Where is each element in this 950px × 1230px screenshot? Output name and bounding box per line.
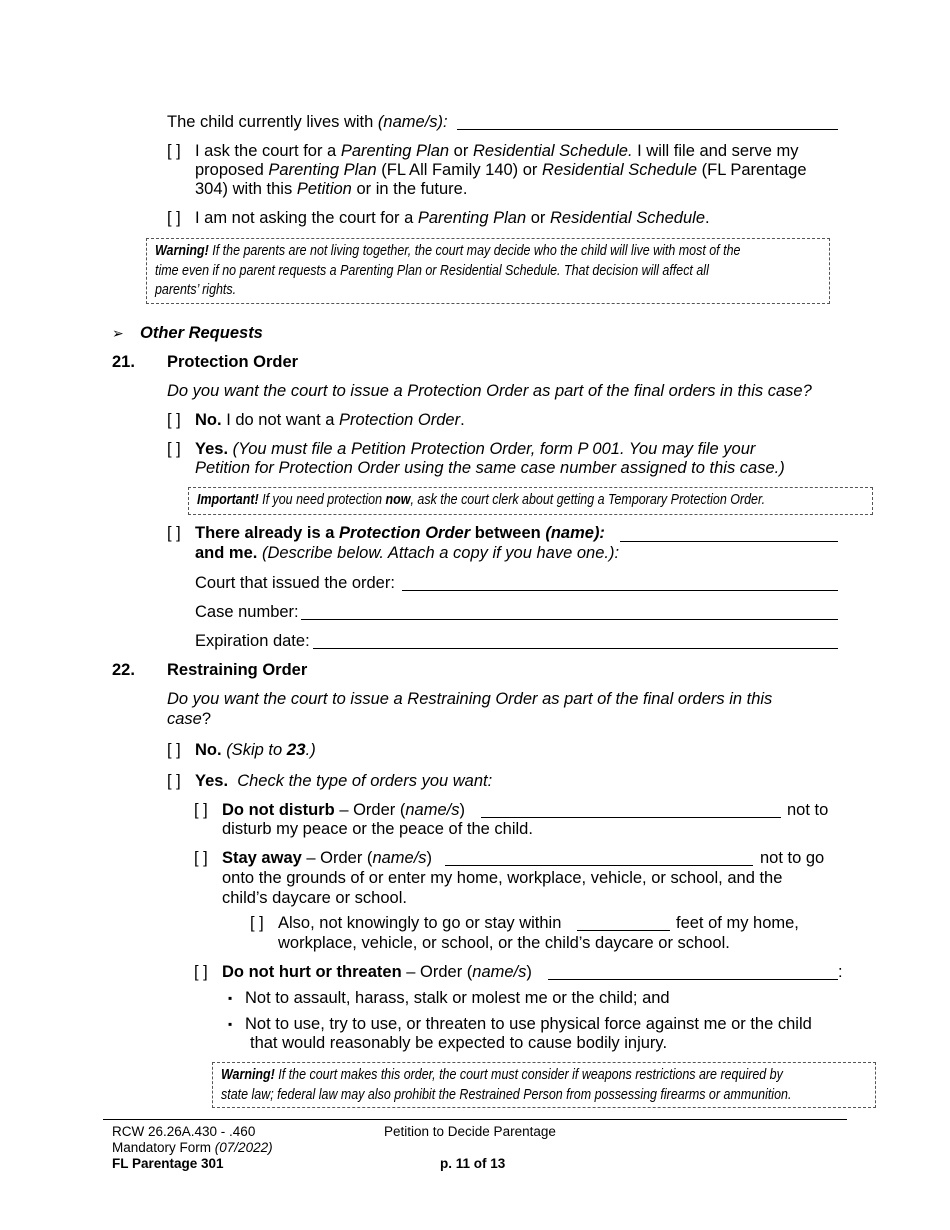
other-requests-heading: Other Requests (140, 324, 263, 342)
footer-mandatory: Mandatory Form (07/2022) (112, 1140, 273, 1155)
po-existing-line2: and me. (Describe below. Attach a copy if you have one.): (195, 544, 620, 562)
section-22-title: Restraining Order (167, 661, 308, 679)
hurt-name-field[interactable] (548, 979, 838, 980)
section-21-title: Protection Order (167, 353, 299, 371)
section-21-question: Do you want the court to issue a Protection Order as part of the final orders in this case? (167, 382, 812, 400)
footer-rcw: RCW 26.26A.430 - .460 (112, 1124, 256, 1139)
feet-line2: workplace, vehicle, or school, or the child’s daycare or school. (278, 934, 730, 952)
warning-box-weapons: Warning! If the court makes this order, the court must consider if weapons restrictions are required by state law; federal law may also prohibit the Restrained Person from possessing firearms or ammunition. (212, 1062, 876, 1108)
stay-away-line1: Stay away – Order (name/s) (222, 849, 433, 867)
plan-ask-line3: 304) with this Petition or in the future. (195, 180, 468, 198)
bullet-2-icon: ▪ (228, 1017, 233, 1031)
bullet-1-icon: ▪ (228, 991, 233, 1005)
lives-with-label: The child currently lives with (name/s): (167, 113, 448, 131)
stay-away-line3: child’s daycare or school. (222, 889, 407, 907)
po-no-checkbox[interactable]: [ ] (167, 411, 181, 429)
case-number-label: Case number: (195, 603, 299, 621)
po-no-text: No. I do not want a Protection Order. (195, 411, 465, 429)
ro-yes-checkbox[interactable]: [ ] (167, 772, 181, 790)
bullet-2-line1: Not to use, try to use, or threaten to use physical force against me or the child (245, 1015, 812, 1033)
hurt-checkbox[interactable]: [ ] (194, 963, 208, 981)
feet-checkbox[interactable]: [ ] (250, 914, 264, 932)
footer-page-number: p. 11 of 13 (440, 1156, 506, 1171)
disturb-checkbox[interactable]: [ ] (194, 801, 208, 819)
plan-ask-line2: proposed Parenting Plan (FL All Family 140) or Residential Schedule (FL Parentage (195, 161, 807, 179)
hurt-line1: Do not hurt or threaten – Order (name/s) (222, 963, 532, 981)
footer-form-number: FL Parentage 301 (112, 1156, 224, 1171)
disturb-line2: disturb my peace or the peace of the child. (222, 820, 533, 838)
bullet-2-line2: that would reasonably be expected to cause bodily injury. (250, 1034, 668, 1052)
section-22-question-line2: case? (167, 710, 212, 728)
ro-no-checkbox[interactable]: [ ] (167, 741, 181, 759)
feet-line1-a: Also, not knowingly to go or stay within (278, 914, 562, 932)
expiration-label: Expiration date: (195, 632, 310, 650)
lives-with-field[interactable] (457, 129, 838, 130)
section-22-number: 22. (112, 661, 135, 679)
feet-line1-b: feet of my home, (676, 914, 799, 932)
court-issued-field[interactable] (402, 590, 838, 591)
ro-no-text: No. (Skip to 23.) (195, 740, 316, 759)
po-yes-line1: Yes. (You must file a Petition Protection Order, form P 001. You may file your (195, 440, 756, 458)
ro-yes-text: Yes. Check the type of orders you want: (195, 772, 493, 790)
feet-distance-field[interactable] (577, 930, 670, 931)
po-existing-checkbox[interactable]: [ ] (167, 524, 181, 542)
footer-divider (103, 1119, 847, 1120)
stay-away-end: not to go (760, 849, 825, 867)
po-yes-checkbox[interactable]: [ ] (167, 440, 181, 458)
important-box: Important! If you need protection now, ask the court clerk about getting a Temporary Protection Order. (188, 487, 873, 515)
bullet-1-text: Not to assault, harass, stalk or molest me or the child; and (245, 989, 670, 1007)
warning-box-parenting: Warning! If the parents are not living together, the court may decide who the child will live with most of the time even if no parent requests a Parenting Plan or Residential Schedule. That decision will affect all parents’ rights. (146, 238, 830, 304)
other-requests-bullet-icon: ➢ (112, 325, 124, 341)
expiration-field[interactable] (313, 648, 838, 649)
plan-not-checkbox[interactable]: [ ] (167, 209, 181, 227)
court-issued-label: Court that issued the order: (195, 574, 395, 592)
po-yes-line2: Petition for Protection Order using the same case number assigned to this case.) (195, 459, 785, 477)
hurt-colon: : (838, 963, 843, 981)
disturb-line1: Do not disturb – Order (name/s) (222, 801, 465, 819)
plan-ask-checkbox[interactable]: [ ] (167, 142, 181, 160)
stay-away-name-field[interactable] (445, 865, 753, 866)
footer-title: Petition to Decide Parentage (384, 1124, 556, 1139)
section-22-question-line1: Do you want the court to issue a Restraining Order as part of the final orders in this (167, 690, 773, 708)
stay-away-checkbox[interactable]: [ ] (194, 849, 208, 867)
po-existing-line1: There already is a Protection Order between (name): (195, 524, 605, 542)
section-21-number: 21. (112, 353, 135, 371)
stay-away-line2: onto the grounds of or enter my home, workplace, vehicle, or school, and the (222, 869, 783, 887)
disturb-end: not to (787, 801, 829, 819)
plan-ask-line1: I ask the court for a Parenting Plan or Residential Schedule. I will file and serve my (195, 142, 799, 160)
po-existing-name-field[interactable] (620, 541, 838, 542)
plan-not-text: I am not asking the court for a Parenting Plan or Residential Schedule. (195, 209, 710, 227)
disturb-name-field[interactable] (481, 817, 781, 818)
case-number-field[interactable] (301, 619, 838, 620)
